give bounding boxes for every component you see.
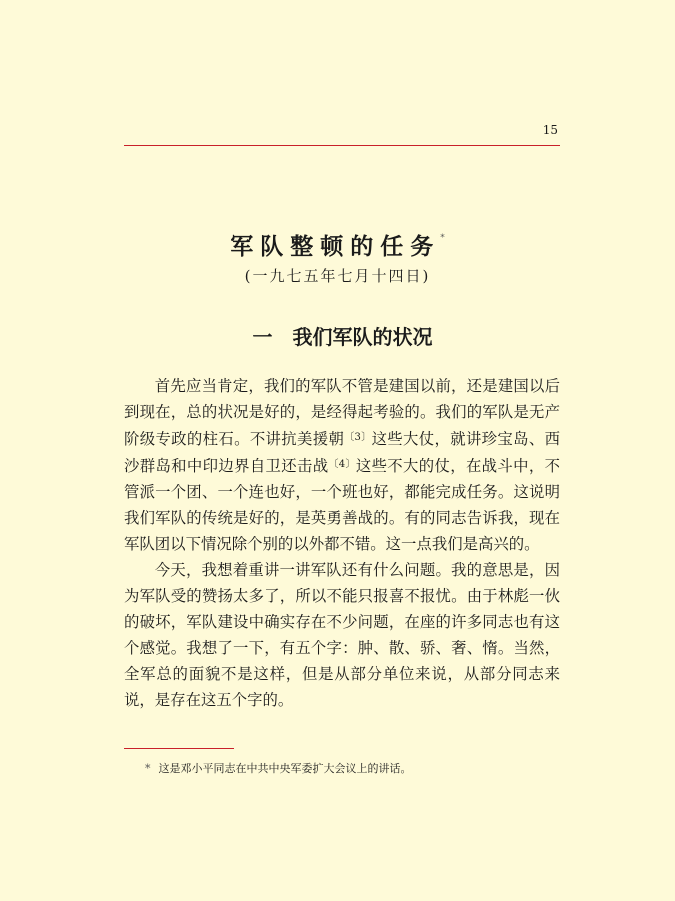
paragraph-1 [124,373,560,557]
page-number: 15 [542,123,558,137]
footnote-text: 这是邓小平同志在中共中央军委扩大会议上的讲话。 [158,762,412,775]
title-footnote-mark[interactable]: * [440,233,445,243]
endnote-ref-3[interactable]: 〔3〕 [344,432,372,443]
section-title: 一 我们军队的状况 [252,325,433,349]
article-body [124,373,560,713]
article-title-text: 军队整顿的任务 [230,234,441,260]
paragraph-1-part-1: 首先应当肯定，我们的军队不管是建国以前，还是建国以后到现在，总的状况是好的，是经得起考验的。我们的军队是无产阶级专政的柱石。不讲抗美援朝 [124,377,560,448]
footnote-rule [124,748,234,749]
endnote-ref-4[interactable]: 〔4〕 [328,459,356,470]
footnote [145,760,565,778]
article-title [0,222,675,263]
paragraph-2: 今天，我想着重讲一讲军队还有什么问题。我的意思是，因为军队受的赞扬太多了，所以不能只报喜不报忧。由于林彪一伙的破坏，军队建设中确实存在不少问题，在座的许多同志也有这个感觉。我想了一下，有五个字：肿、散、骄、奢、惰。当然，全军总的面貌不是这样，但是从部分单位来说，从部分同志来说，是存在这五个字的。 [124,561,560,709]
footnote-mark: * [145,762,151,775]
article-date: (一九七五年七月十四日) [244,267,431,285]
paragraph-1-part-3: 这些不大的仗，在战斗中，不管派一个团、一个连也好，一个班也好，都能完成任务。这说明我们军队的传统是好的，是英勇善战的。有的同志告诉我，现在军队团以下情况除个别的以外都不错。这一点我们是高兴的。 [124,457,560,553]
header-rule [124,145,560,146]
paragraph-1-part-2: 这些大仗，就讲珍宝岛、西沙群岛和中印边界自卫还击战 [124,430,560,475]
